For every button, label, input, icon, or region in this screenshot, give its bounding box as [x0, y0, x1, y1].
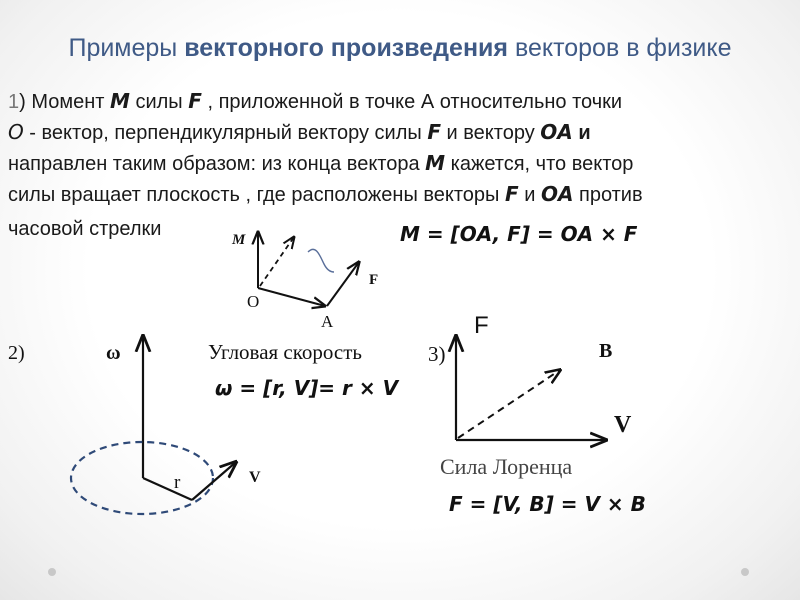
item3-label-B: B: [599, 340, 613, 362]
item1-line-5: часовой стрелки: [8, 218, 162, 240]
label-O: O: [247, 292, 260, 311]
vector-F-arrow: [327, 262, 359, 306]
item3-label-F: F: [474, 312, 489, 339]
vector-OA-arrow: [258, 288, 325, 306]
vector-r-line: [143, 478, 192, 500]
item3-formula: F = [V, B] = V × B: [449, 492, 646, 516]
slide-title: Примеры векторного произведения векторов в физике: [68, 34, 732, 62]
item2-omega-label: ω: [106, 342, 121, 364]
item3-number: 3): [428, 342, 446, 366]
item1-line-2: O - вектор, перпендикулярный вектору силы F и вектору OA и: [8, 120, 591, 144]
label-A: A: [321, 312, 334, 331]
vector-B-dashed-arrow: [458, 370, 560, 438]
item1-line-1: 1) Момент M силы F , приложенной в точке А относительно точки: [8, 89, 623, 113]
item2-number: 2): [8, 342, 25, 364]
item1-formula: M = [OA, F] = OA × F: [400, 222, 638, 246]
slide-dot-left: [48, 568, 56, 576]
item2-caption: Угловая скорость: [208, 340, 362, 364]
item2-label-r: r: [174, 472, 181, 493]
lorentz-figure: [456, 336, 606, 440]
moment-figure: [258, 232, 359, 306]
item2-formula: ω = [r, V]= r × V: [215, 376, 399, 400]
rotation-curve: [308, 249, 334, 272]
item2-label-V: V: [249, 469, 261, 486]
item3-label-V: V: [614, 412, 632, 438]
item3-caption: Сила Лоренца: [440, 454, 573, 479]
item1-line-4: силы вращает плоскость , где расположены векторы F и OA против: [8, 182, 643, 206]
slide-dot-right: [741, 568, 749, 576]
item1-marker: 1: [8, 91, 20, 113]
vector-V-arrow: [192, 462, 236, 500]
label-F: F: [369, 272, 379, 288]
dashed-direction-arrow: [260, 237, 294, 286]
label-M: M: [232, 232, 246, 248]
item1-line-3: направлен таким образом: из конца вектора M кажется, что вектор: [8, 151, 634, 175]
